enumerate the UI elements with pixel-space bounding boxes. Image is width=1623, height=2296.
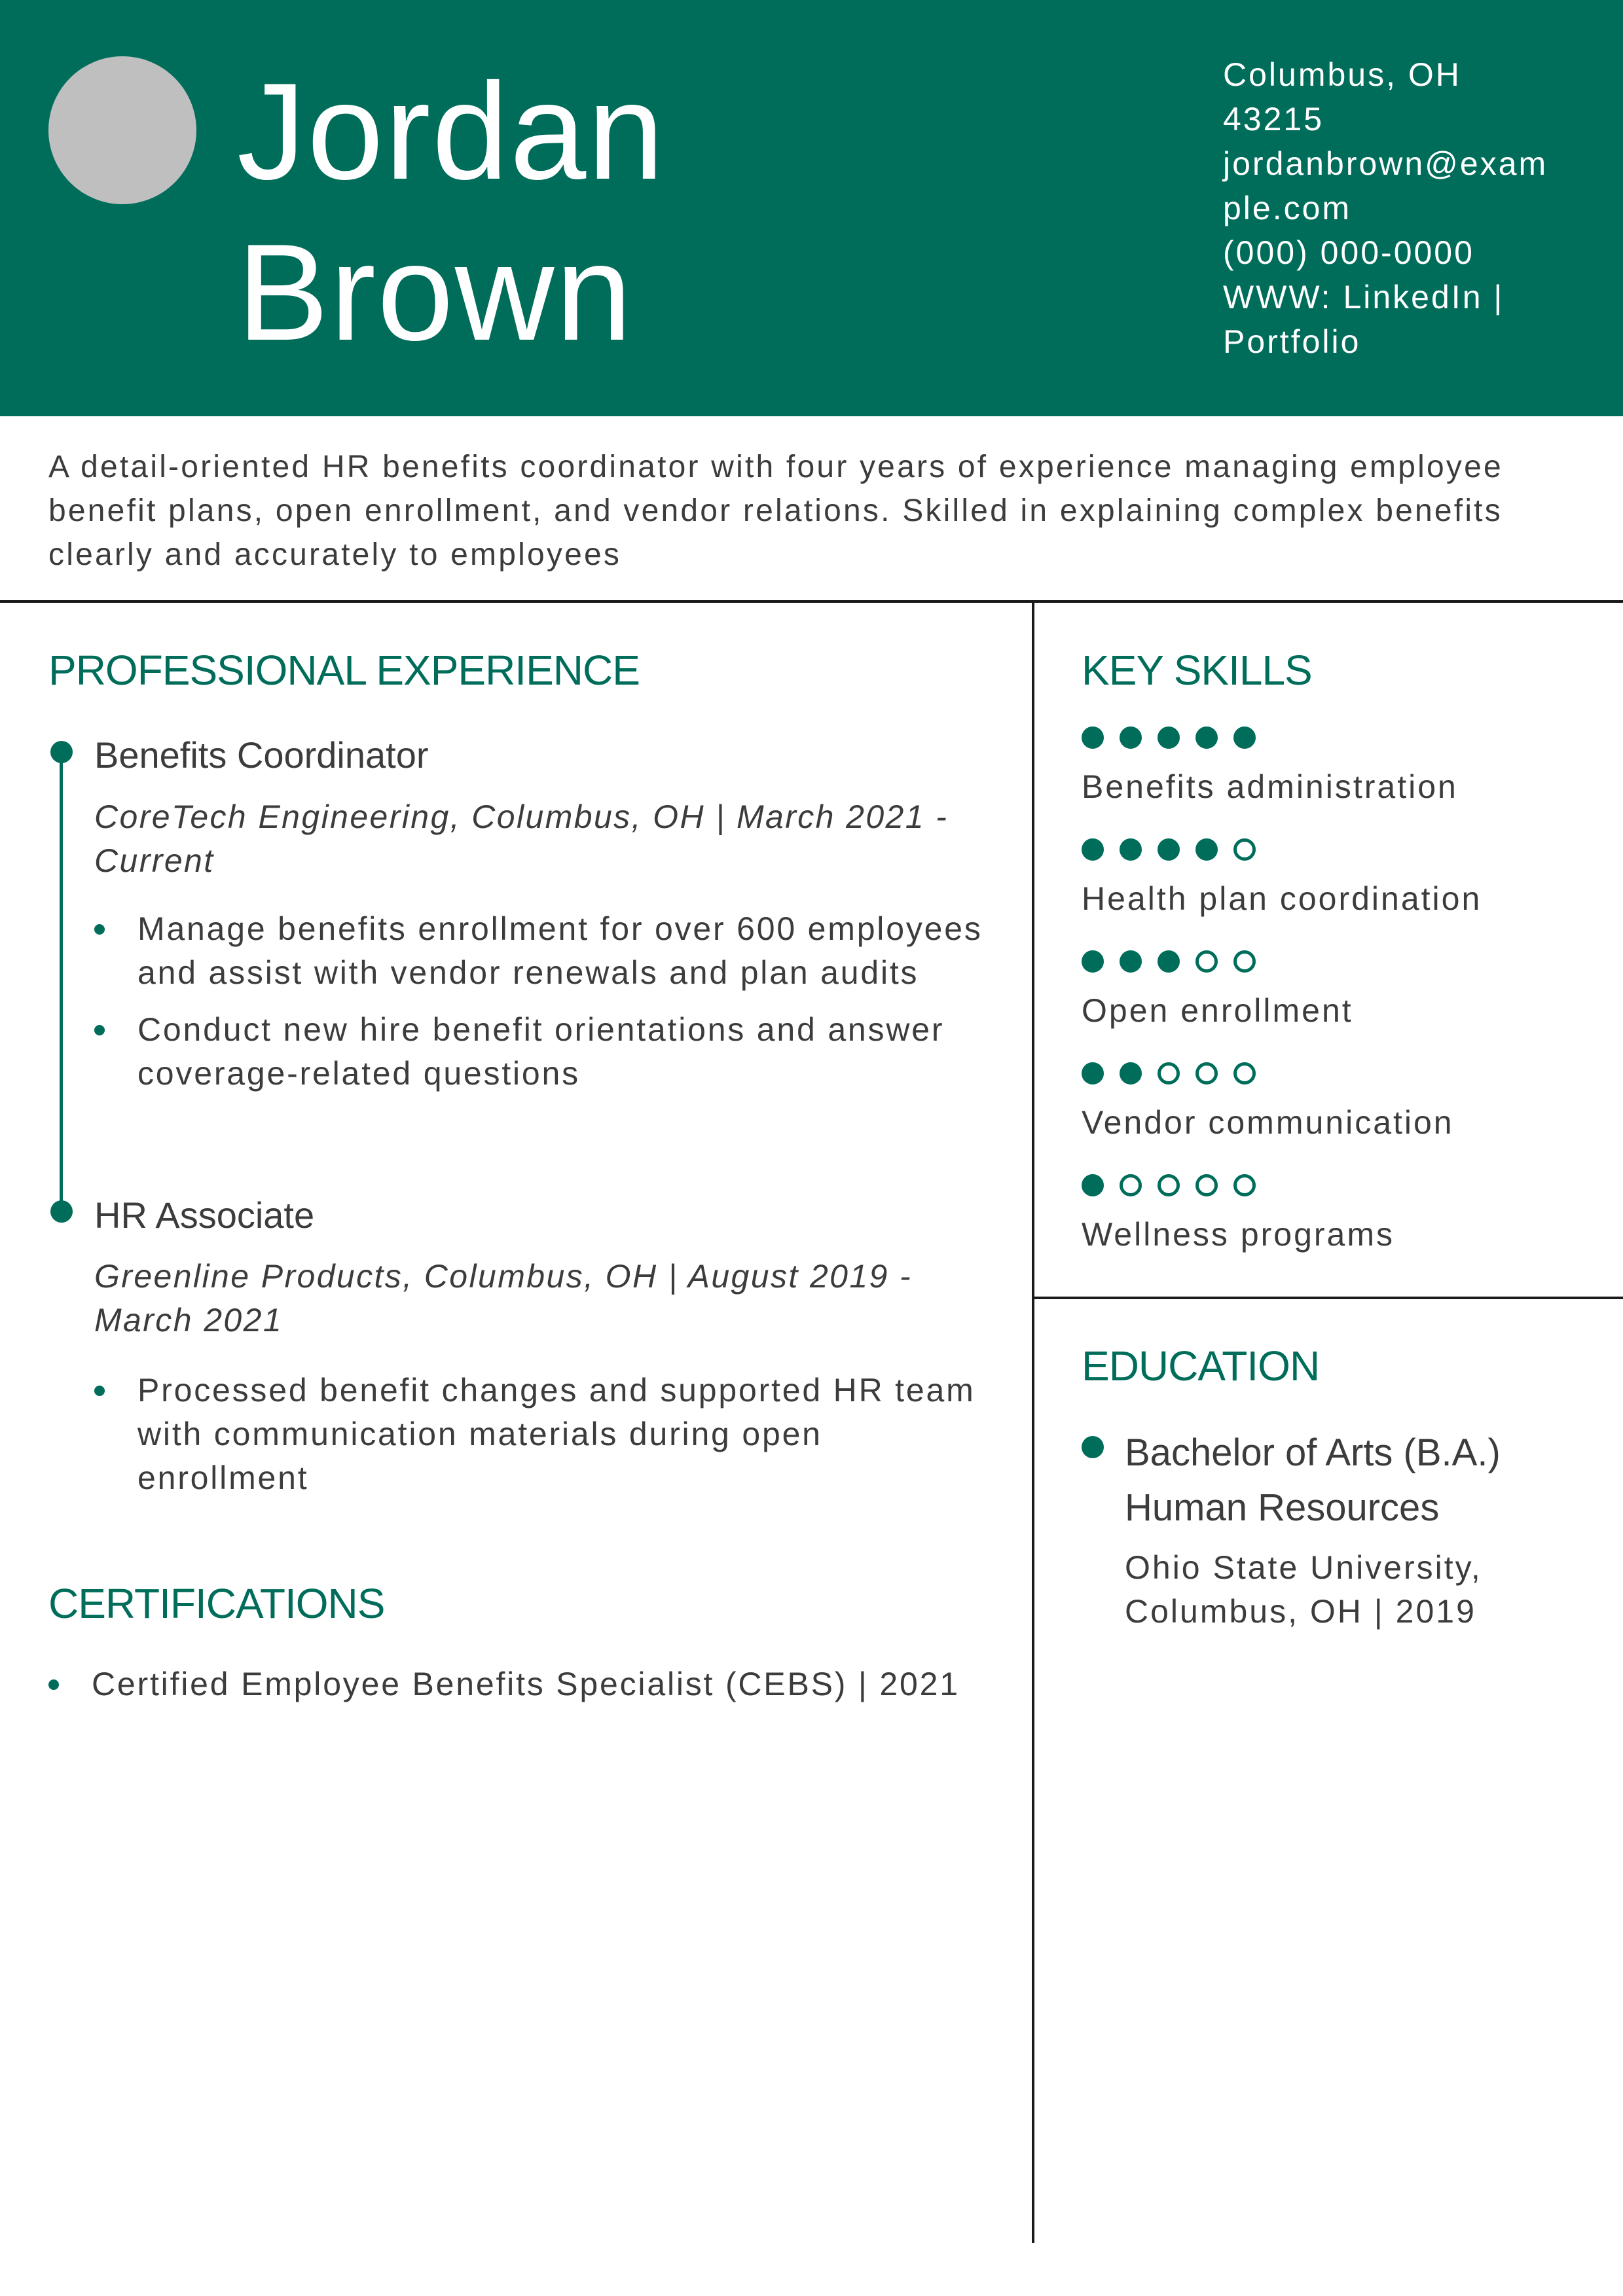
rating-dot-filled-icon [1158,726,1180,749]
rating-dot-empty-icon [1233,1174,1256,1196]
skill-rating [1082,950,1256,973]
list-item [94,907,985,995]
job-title: HR Associate [94,1194,315,1236]
links-line-2[interactable]: Portfolio [1223,323,1361,360]
rating-dot-empty-icon [1233,950,1256,973]
certification-text: Certified Employee Benefits Specialist (CEBS) | 2021 [92,1666,960,1702]
timeline-dot [50,1200,73,1223]
links-line-1[interactable]: WWW: LinkedIn | [1223,279,1504,315]
location-line-2: 43215 [1223,101,1324,137]
job-duties [94,907,985,1109]
school-location-year: Columbus, OH | 2019 [1125,1593,1476,1630]
rating-dot-filled-icon [1233,726,1256,749]
rating-dot-empty-icon [1158,1174,1180,1196]
rating-dot-empty-icon [1233,838,1256,861]
experience-timeline [60,753,63,1211]
education-degree [1125,1426,1583,1535]
bullet-icon [94,1025,105,1035]
certifications-heading: CERTIFICATIONS [48,1580,385,1627]
rating-dot-filled-icon [1082,1062,1104,1085]
school-name: Ohio State University, [1125,1549,1482,1586]
rating-dot-filled-icon [1082,950,1104,973]
list-item [94,1008,985,1096]
rating-dot-filled-icon [1120,950,1142,973]
skill-rating [1082,726,1256,749]
job-title: Benefits Coordinator [94,734,429,776]
list-item [94,1369,985,1500]
rating-dot-empty-icon [1158,1062,1180,1085]
education-school [1125,1546,1583,1634]
rating-dot-filled-icon [1158,838,1180,861]
duty-text: Conduct new hire benefit orientations and answer coverage-related questions [137,1011,945,1092]
job-duties [94,1369,985,1513]
skill-name: Wellness programs [1082,1216,1395,1253]
skill-name: Benefits administration [1082,768,1458,805]
degree-field: Human Resources [1125,1486,1440,1529]
candidate-name [237,51,1088,373]
rating-dot-empty-icon [1195,1062,1218,1085]
rating-dot-empty-icon [1195,950,1218,973]
rating-dot-empty-icon [1233,1062,1256,1085]
skill-name: Health plan coordination [1082,880,1482,917]
location-line-1: Columbus, OH [1223,56,1461,93]
degree-name: Bachelor of Arts (B.A.) [1125,1431,1501,1474]
rating-dot-filled-icon [1082,838,1104,861]
rating-dot-filled-icon [1120,726,1142,749]
skills-education-divider [1032,1297,1623,1299]
certification-item [48,1662,1074,1706]
rating-dot-empty-icon [1120,1174,1142,1196]
professional-summary: A detail-oriented HR benefits coordinator with four years of experience managing employee benefit plans, open enrollment, and vendor relations. Skilled in explaining complex benefits clearly and accurately to employees [48,450,1503,572]
rating-dot-filled-icon [1120,1062,1142,1085]
email[interactable]: jordanbrown@example.com [1223,145,1548,226]
skill-rating [1082,838,1256,861]
profile-photo [48,56,196,204]
summary-divider [0,600,1623,603]
skill-rating [1082,1174,1256,1196]
duty-text: Manage benefits enrollment for over 600 employees and assist with vendor renewals and plan audits [137,910,983,991]
education-bullet-icon [1082,1436,1104,1458]
duty-text: Processed benefit changes and supported HR team with communication materials during open enrollment [137,1372,976,1496]
rating-dot-filled-icon [1082,1174,1104,1196]
rating-dot-filled-icon [1158,950,1180,973]
contact-info [1223,52,1563,364]
column-divider [1032,600,1034,2243]
skill-name: Open enrollment [1082,992,1353,1029]
timeline-dot [50,741,73,763]
skill-rating [1082,1062,1256,1085]
bullet-icon [48,1679,59,1690]
rating-dot-filled-icon [1082,726,1104,749]
resume-header [0,0,1623,416]
rating-dot-filled-icon [1195,726,1218,749]
phone[interactable]: (000) 000-0000 [1223,234,1474,271]
skills-heading: KEY SKILLS [1082,647,1312,694]
job-company-dates: CoreTech Engineering, Columbus, OH | March 2021 - Current [94,798,949,879]
bullet-icon [94,1386,105,1396]
rating-dot-filled-icon [1120,838,1142,861]
job-company-dates: Greenline Products, Columbus, OH | August 2019 - March 2021 [94,1258,913,1338]
first-name: Jordan [237,54,666,208]
bullet-icon [94,924,105,935]
rating-dot-empty-icon [1195,1174,1218,1196]
skill-name: Vendor communication [1082,1104,1454,1141]
experience-heading: PROFESSIONAL EXPERIENCE [48,647,640,694]
education-heading: EDUCATION [1082,1342,1320,1390]
rating-dot-filled-icon [1195,838,1218,861]
last-name: Brown [237,215,634,369]
